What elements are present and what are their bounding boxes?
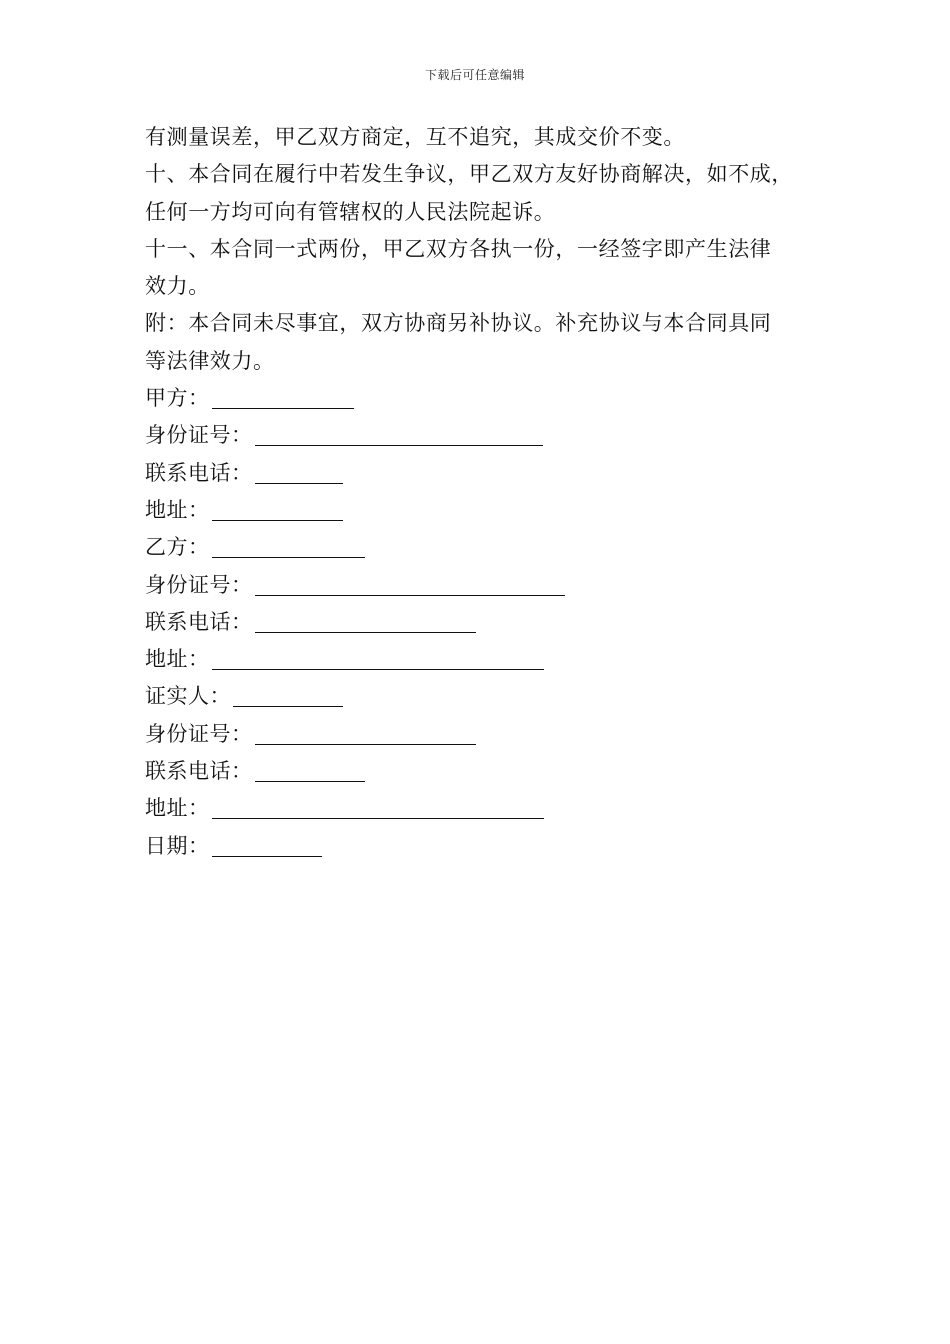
header-note: 下载后可任意编辑: [424, 68, 525, 82]
witness-blank[interactable]: [233, 688, 343, 707]
party-a-label: 甲方：: [145, 386, 210, 411]
party-a-address-blank[interactable]: [212, 502, 343, 521]
party-a-field: [145, 380, 825, 417]
witness-field: [145, 678, 825, 715]
party-b-id-blank[interactable]: [255, 577, 565, 596]
witness-id-blank[interactable]: [255, 726, 476, 745]
witness-phone-blank[interactable]: [255, 763, 365, 782]
witness-label: 证实人：: [145, 684, 231, 709]
witness-id-field: [145, 716, 825, 753]
party-b-address-field: [145, 641, 825, 678]
party-b-address-blank[interactable]: [212, 651, 544, 670]
date-label: 日期：: [145, 833, 210, 858]
witness-id-label: 身份证号：: [145, 721, 253, 746]
party-b-phone-blank[interactable]: [255, 614, 476, 633]
date-blank[interactable]: [212, 838, 322, 857]
party-b-address-label: 地址：: [145, 647, 210, 672]
party-b-field: [145, 529, 825, 566]
party-a-phone-field: [145, 455, 825, 492]
party-b-id-label: 身份证号：: [145, 572, 253, 597]
party-b-label: 乙方：: [145, 535, 210, 560]
party-b-id-field: [145, 567, 825, 604]
party-a-address-field: [145, 492, 825, 529]
date-field: [145, 828, 825, 865]
witness-address-blank[interactable]: [212, 800, 544, 819]
contract-body: [145, 119, 825, 865]
clause-11-line-1: 十一、本合同一式两份，甲乙双方各执一份，一经签字即产生法律: [145, 236, 772, 261]
witness-phone-field: [145, 753, 825, 790]
party-a-phone-label: 联系电话：: [145, 460, 253, 485]
party-a-id-field: [145, 417, 825, 454]
party-a-address-label: 地址：: [145, 497, 210, 522]
appendix-line-1: 附：本合同未尽事宜，双方协商另补协议。补充协议与本合同具同: [145, 311, 772, 336]
party-a-id-label: 身份证号：: [145, 423, 253, 448]
clause-10-line-2: 任何一方均可向有管辖权的人民法院起诉。: [145, 199, 556, 224]
witness-address-label: 地址：: [145, 796, 210, 821]
clause-10-line-1: 十、本合同在履行中若发生争议，甲乙双方友好协商解决，如不成，: [145, 162, 793, 187]
party-a-blank[interactable]: [212, 390, 354, 409]
witness-address-field: [145, 790, 825, 827]
party-a-phone-blank[interactable]: [255, 465, 343, 484]
party-b-phone-field: [145, 604, 825, 641]
party-b-phone-label: 联系电话：: [145, 609, 253, 634]
clause-11-line-2: 效力。: [145, 274, 210, 299]
witness-phone-label: 联系电话：: [145, 759, 253, 784]
appendix-line-2: 等法律效力。: [145, 348, 275, 373]
party-b-blank[interactable]: [212, 539, 365, 558]
party-a-id-blank[interactable]: [255, 427, 543, 446]
clause-text: 有测量误差，甲乙双方商定，互不追究，其成交价不变。: [145, 125, 685, 149]
